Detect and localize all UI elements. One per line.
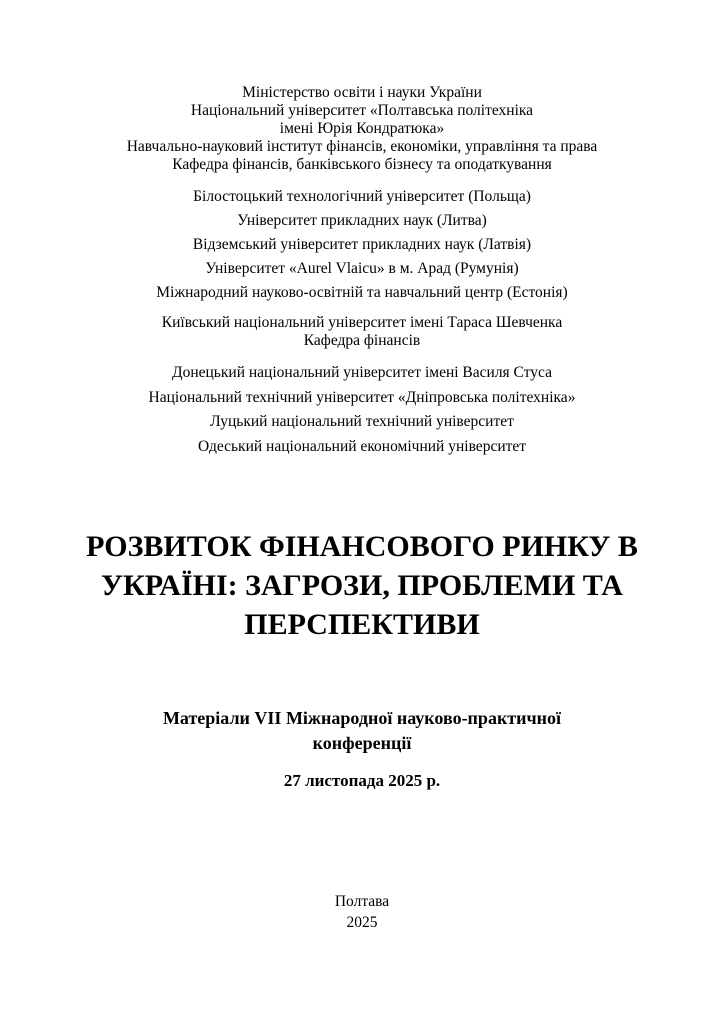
department-line: Кафедра фінансів bbox=[303, 332, 421, 349]
subtitle-line: Матеріали VII Міжнародної науково-практичної bbox=[162, 708, 562, 728]
title-line: РОЗВИТОК ФІНАНСОВОГО РИНКУ В bbox=[86, 530, 638, 563]
national-universities-list bbox=[0, 361, 724, 459]
conference-subtitle bbox=[0, 706, 724, 756]
institution-line: Білостоцький технологічний університет (Польща) bbox=[193, 188, 531, 205]
imprint bbox=[0, 891, 724, 933]
institution-line: Луцький національний технічний університет bbox=[210, 413, 514, 430]
institution-line: Одеський національний економічний університет bbox=[197, 437, 527, 455]
institution-line: Національний технічний університет «Дніпровська політехніка» bbox=[148, 388, 576, 406]
conference-date: 27 листопада 2025 р. bbox=[283, 771, 441, 790]
kyiv-university-block bbox=[0, 314, 724, 350]
institution-line: Відземський університет прикладних наук (Латвія) bbox=[192, 236, 532, 253]
conference-title bbox=[0, 527, 724, 644]
imprint-city: Полтава bbox=[334, 893, 390, 910]
institution-line: Донецький національний університет імені Василя Стуса bbox=[172, 364, 552, 381]
institution-line: Університет «Aurel Vlaicu» в м. Арад (Румунія) bbox=[205, 260, 519, 277]
title-line: УКРАЇНІ: ЗАГРОЗИ, ПРОБЛЕМИ ТА bbox=[101, 569, 623, 602]
partner-institutions-list bbox=[0, 185, 724, 305]
institute-line: Навчально-науковий інститут фінансів, економіки, управління та права bbox=[126, 138, 598, 155]
imprint-year: 2025 bbox=[346, 914, 378, 931]
ministry-line: Міністерство освіти і науки України bbox=[242, 84, 482, 101]
institution-line: Міжнародний науково-освітній та навчальний центр (Естонія) bbox=[156, 284, 568, 301]
department-line: Кафедра фінансів, банківського бізнесу та оподаткування bbox=[172, 156, 552, 173]
ministry-header bbox=[0, 84, 724, 174]
subtitle-line: конференції bbox=[312, 733, 412, 753]
host-university-line: Національний університет «Полтавська політехніка bbox=[190, 102, 534, 119]
title-line: ПЕРСПЕКТИВИ bbox=[244, 608, 480, 641]
institution-line: Університет прикладних наук (Литва) bbox=[237, 212, 487, 229]
institution-line: Київський національний університет імені Тараса Шевченка bbox=[161, 314, 563, 331]
host-university-line: імені Юрія Кондратюка» bbox=[279, 120, 445, 137]
